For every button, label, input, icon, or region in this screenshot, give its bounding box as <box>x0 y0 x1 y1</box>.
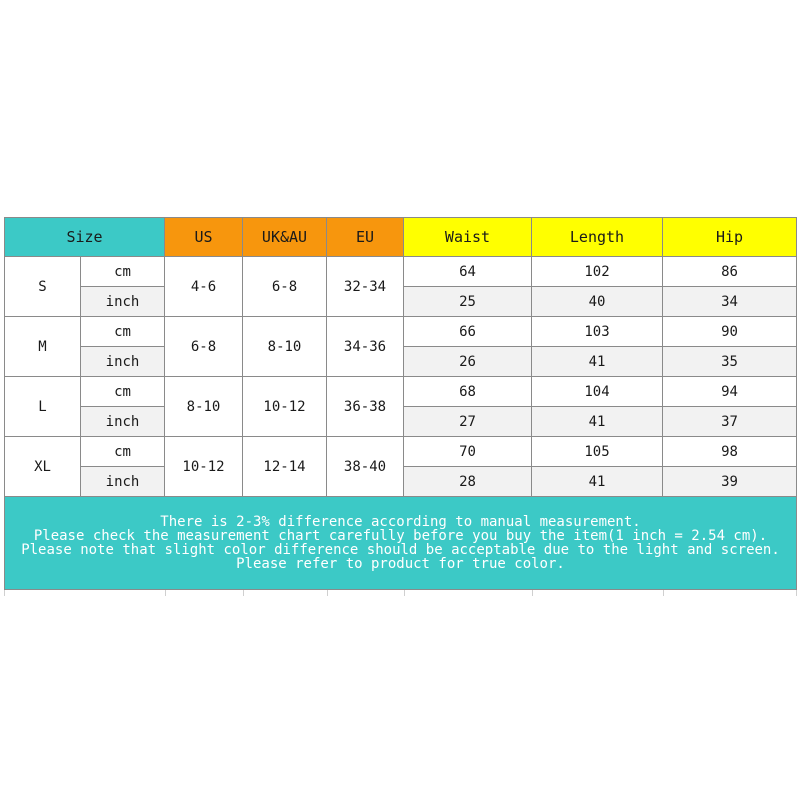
eu-value: 32-34 <box>327 257 404 317</box>
waist-value: 27 <box>404 407 532 437</box>
hip-value: 37 <box>663 407 797 437</box>
size-xl-label: XL <box>5 437 81 497</box>
note-line: Please refer to product for true color. <box>236 556 565 572</box>
length-value: 40 <box>532 287 663 317</box>
header-size: Size <box>5 218 165 257</box>
hip-value: 94 <box>663 377 797 407</box>
length-value: 105 <box>532 437 663 467</box>
notes-row <box>5 497 797 590</box>
waist-value: 64 <box>404 257 532 287</box>
us-value: 10-12 <box>165 437 243 497</box>
eu-value: 34-36 <box>327 317 404 377</box>
header-row <box>5 218 797 257</box>
spreadsheet-gridlines <box>4 590 797 596</box>
size-m-label: M <box>5 317 81 377</box>
unit-label: inch <box>81 287 165 317</box>
waist-value: 70 <box>404 437 532 467</box>
unit-label: cm <box>81 437 165 467</box>
unit-label: cm <box>81 317 165 347</box>
hip-value: 86 <box>663 257 797 287</box>
length-value: 41 <box>532 347 663 377</box>
header-eu: EU <box>327 218 404 257</box>
size-s-label: S <box>5 257 81 317</box>
ukau-value: 10-12 <box>243 377 327 437</box>
waist-value: 28 <box>404 467 532 497</box>
us-value: 8-10 <box>165 377 243 437</box>
header-length: Length <box>532 218 663 257</box>
header-us: US <box>165 218 243 257</box>
unit-label: inch <box>81 407 165 437</box>
length-value: 102 <box>532 257 663 287</box>
length-value: 103 <box>532 317 663 347</box>
size-chart <box>4 217 796 590</box>
size-xl-cm-row <box>5 437 797 467</box>
note-line: There is 2-3% difference according to manual measurement. <box>160 514 641 530</box>
ukau-value: 6-8 <box>243 257 327 317</box>
eu-value: 36-38 <box>327 377 404 437</box>
waist-value: 25 <box>404 287 532 317</box>
hip-value: 34 <box>663 287 797 317</box>
waist-value: 66 <box>404 317 532 347</box>
unit-label: inch <box>81 467 165 497</box>
length-value: 104 <box>532 377 663 407</box>
eu-value: 38-40 <box>327 437 404 497</box>
note-line: Please note that slight color difference should be acceptable due to the light and screen. <box>21 542 780 558</box>
hip-value: 98 <box>663 437 797 467</box>
hip-value: 39 <box>663 467 797 497</box>
header-waist: Waist <box>404 218 532 257</box>
us-value: 4-6 <box>165 257 243 317</box>
unit-label: inch <box>81 347 165 377</box>
measurement-notes <box>5 497 797 590</box>
length-value: 41 <box>532 467 663 497</box>
ukau-value: 12-14 <box>243 437 327 497</box>
size-m-cm-row <box>5 317 797 347</box>
length-value: 41 <box>532 407 663 437</box>
size-table <box>4 217 797 590</box>
size-l-cm-row <box>5 377 797 407</box>
waist-value: 26 <box>404 347 532 377</box>
us-value: 6-8 <box>165 317 243 377</box>
size-l-label: L <box>5 377 81 437</box>
ukau-value: 8-10 <box>243 317 327 377</box>
unit-label: cm <box>81 377 165 407</box>
waist-value: 68 <box>404 377 532 407</box>
note-line: Please check the measurement chart carefully before you buy the item(1 inch = 2.54 cm). <box>33 528 768 544</box>
header-ukau: UK&AU <box>243 218 327 257</box>
hip-value: 35 <box>663 347 797 377</box>
header-hip: Hip <box>663 218 797 257</box>
size-s-cm-row <box>5 257 797 287</box>
hip-value: 90 <box>663 317 797 347</box>
unit-label: cm <box>81 257 165 287</box>
